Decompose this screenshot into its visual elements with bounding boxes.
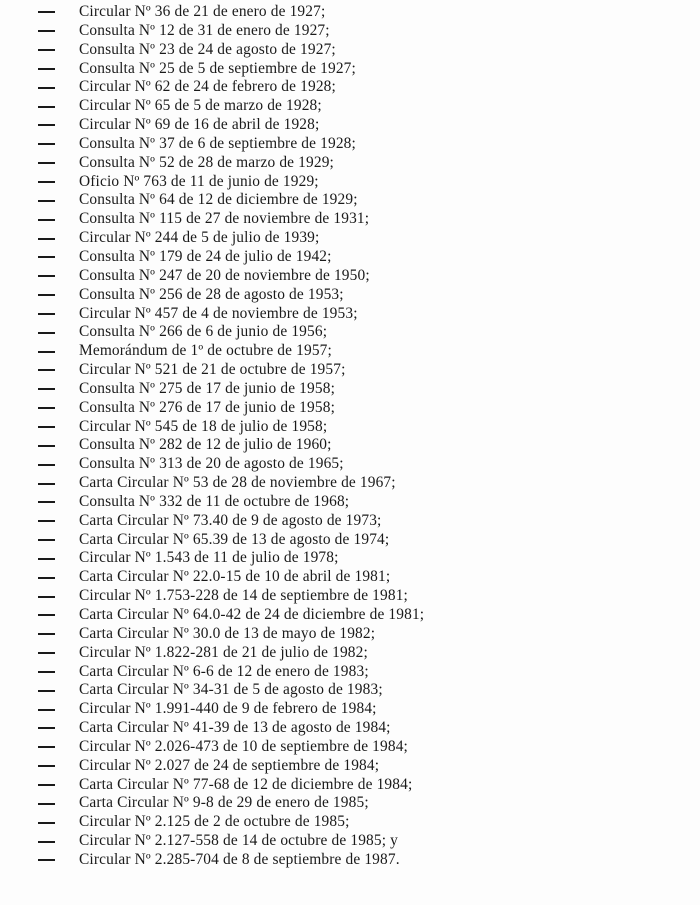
list-item-text: Consulta Nº 256 de 28 de agosto de 1953; bbox=[79, 285, 344, 303]
list-item bbox=[38, 568, 424, 587]
dash-bullet bbox=[38, 68, 55, 70]
dash-bullet bbox=[38, 859, 55, 861]
dash-bullet bbox=[38, 652, 55, 654]
dash-bullet bbox=[38, 124, 55, 126]
list-item bbox=[38, 474, 424, 493]
list-item-text: Oficio Nº 763 de 11 de junio de 1929; bbox=[79, 172, 319, 190]
list-item bbox=[38, 191, 424, 210]
list-item bbox=[38, 154, 424, 173]
list-item bbox=[38, 41, 424, 60]
dash-bullet bbox=[38, 30, 55, 32]
dash-bullet bbox=[38, 162, 55, 164]
list-item bbox=[38, 700, 424, 719]
list-item-text: Carta Circular Nº 64.0-42 de 24 de diciembre de 1981; bbox=[79, 606, 425, 623]
list-item bbox=[38, 455, 424, 474]
list-item-text: Consulta Nº 25 de 5 de septiembre de 1927; bbox=[79, 59, 356, 77]
list-item-text: Carta Circular Nº 65.39 de 13 de agosto de 1974; bbox=[79, 530, 390, 548]
list-item bbox=[38, 832, 424, 851]
list-item-text: Carta Circular Nº 9-8 de 29 de enero de 1985; bbox=[79, 794, 369, 812]
list-item-text: Circular Nº 2.285-704 de 8 de septiembre de 1987. bbox=[79, 850, 400, 868]
list-item bbox=[38, 418, 424, 437]
list-item-text: Consulta Nº 282 de 12 de julio de 1960; bbox=[79, 436, 332, 454]
dash-bullet bbox=[38, 577, 55, 579]
dash-bullet bbox=[38, 11, 55, 13]
dash-bullet bbox=[38, 520, 55, 522]
list-item-text: Circular Nº 545 de 18 de julio de 1958; bbox=[79, 417, 328, 435]
dash-bullet bbox=[38, 784, 55, 786]
list-item bbox=[38, 738, 424, 757]
dash-bullet bbox=[38, 407, 55, 409]
dash-bullet bbox=[38, 822, 55, 824]
list-item-text: Circular Nº 521 de 21 de octubre de 1957; bbox=[79, 361, 346, 379]
dash-bullet bbox=[38, 539, 55, 541]
list-item bbox=[38, 78, 424, 97]
list-item bbox=[38, 135, 424, 154]
dash-bullet bbox=[38, 388, 55, 390]
list-item bbox=[38, 210, 424, 229]
list-item-text: Circular Nº 2.125 de 2 de octubre de 1985; bbox=[79, 813, 350, 831]
list-item bbox=[38, 549, 424, 568]
list-item-text: Circular Nº 457 de 4 de noviembre de 1953; bbox=[79, 304, 358, 322]
list-item bbox=[38, 757, 424, 776]
list-item bbox=[38, 22, 424, 41]
list-item bbox=[38, 116, 424, 135]
list-item bbox=[38, 493, 424, 512]
dash-bullet bbox=[38, 501, 55, 503]
dash-bullet bbox=[38, 671, 55, 673]
list-item-text: Circular Nº 2.026-473 de 10 de septiembre de 1984; bbox=[79, 737, 408, 755]
dash-bullet bbox=[38, 200, 55, 202]
list-item-text: Consulta Nº 179 de 24 de julio de 1942; bbox=[79, 247, 332, 265]
list-item-text: Consulta Nº 266 de 6 de junio de 1956; bbox=[79, 323, 328, 341]
dash-bullet bbox=[38, 727, 55, 729]
list-item bbox=[38, 531, 424, 550]
list-item-text: Circular Nº 2.027 de 24 de septiembre de 1984; bbox=[79, 756, 380, 774]
list-item bbox=[38, 229, 424, 248]
list-item-text: Circular Nº 2.127-558 de 14 de octubre de 1985; y bbox=[79, 832, 399, 850]
list-item bbox=[38, 644, 424, 663]
dash-bullet bbox=[38, 690, 55, 692]
dash-bullet bbox=[38, 49, 55, 51]
list-item bbox=[38, 173, 424, 192]
list-item bbox=[38, 3, 424, 22]
list-item-text: Circular Nº 244 de 5 de julio de 1939; bbox=[79, 229, 320, 247]
list-item bbox=[38, 719, 424, 738]
dash-bullet bbox=[38, 106, 55, 108]
dash-bullet bbox=[38, 238, 55, 240]
list-item-text: Carta Circular Nº 53 de 28 de noviembre de 1967; bbox=[79, 474, 396, 492]
dash-bullet bbox=[38, 464, 55, 466]
dash-bullet bbox=[38, 275, 55, 277]
list-item bbox=[38, 305, 424, 324]
list-item-text: Circular Nº 1.543 de 11 de julio de 1978; bbox=[79, 549, 339, 567]
dash-bullet bbox=[38, 332, 55, 334]
list-item-text: Carta Circular Nº 73.40 de 9 de agosto de 1973; bbox=[79, 511, 382, 529]
list-item bbox=[38, 60, 424, 79]
list-item-text: Carta Circular Nº 77-68 de 12 de diciembre de 1984; bbox=[79, 775, 413, 793]
list-item-text: Consulta Nº 37 de 6 de septiembre de 1928; bbox=[79, 134, 356, 152]
list-item bbox=[38, 587, 424, 606]
list-item bbox=[38, 342, 424, 361]
list-item bbox=[38, 248, 424, 267]
dash-bullet bbox=[38, 445, 55, 447]
dash-bullet bbox=[38, 426, 55, 428]
list-item bbox=[38, 97, 424, 116]
list-item bbox=[38, 681, 424, 700]
list-item-text: Circular Nº 36 de 21 de enero de 1927; bbox=[79, 3, 326, 20]
dash-bullet bbox=[38, 313, 55, 315]
list-item bbox=[38, 361, 424, 380]
list-item bbox=[38, 606, 424, 625]
list-item-text: Consulta Nº 313 de 20 de agosto de 1965; bbox=[79, 455, 344, 473]
list-item-text: Carta Circular Nº 6-6 de 12 de enero de 1983; bbox=[79, 662, 369, 680]
list-item-text: Consulta Nº 247 de 20 de noviembre de 1950; bbox=[79, 266, 370, 284]
list-item-text: Carta Circular Nº 34-31 de 5 de agosto de 1983; bbox=[79, 681, 383, 699]
list-item bbox=[38, 625, 424, 644]
list-item-text: Circular Nº 1.753-228 de 14 de septiembre de 1981; bbox=[79, 587, 408, 605]
dash-bullet bbox=[38, 633, 55, 635]
dash-bullet bbox=[38, 841, 55, 843]
dash-bullet bbox=[38, 181, 55, 183]
list-item bbox=[38, 286, 424, 305]
list-item-text: Consulta Nº 23 de 24 de agosto de 1927; bbox=[79, 40, 336, 58]
dash-bullet bbox=[38, 369, 55, 371]
list-item-text: Consulta Nº 115 de 27 de noviembre de 1931; bbox=[79, 210, 370, 228]
list-item bbox=[38, 776, 424, 795]
list-item bbox=[38, 512, 424, 531]
citation-list bbox=[38, 3, 424, 870]
dash-bullet bbox=[38, 483, 55, 485]
dash-bullet bbox=[38, 709, 55, 711]
list-item bbox=[38, 267, 424, 286]
list-item-text: Circular Nº 1.822-281 de 21 de julio de 1982; bbox=[79, 643, 368, 661]
list-item bbox=[38, 323, 424, 342]
list-item-text: Consulta Nº 332 de 11 de octubre de 1968; bbox=[79, 492, 350, 510]
dash-bullet bbox=[38, 803, 55, 805]
list-item-text: Consulta Nº 12 de 31 de enero de 1927; bbox=[79, 21, 330, 39]
dash-bullet bbox=[38, 558, 55, 560]
list-item-text: Memorándum de 1º de octubre de 1957; bbox=[79, 342, 332, 360]
list-item-text: Circular Nº 1.991-440 de 9 de febrero de 1984; bbox=[79, 700, 377, 718]
dash-bullet bbox=[38, 746, 55, 748]
list-item bbox=[38, 851, 424, 870]
list-item bbox=[38, 399, 424, 418]
list-item bbox=[38, 794, 424, 813]
list-item-text: Consulta Nº 52 de 28 de marzo de 1929; bbox=[79, 153, 334, 171]
list-item-text: Carta Circular Nº 41-39 de 13 de agosto de 1984; bbox=[79, 719, 391, 737]
list-item bbox=[38, 813, 424, 832]
dash-bullet bbox=[38, 614, 55, 616]
list-item-text: Consulta Nº 275 de 17 de junio de 1958; bbox=[79, 379, 335, 397]
list-item-text: Consulta Nº 64 de 12 de diciembre de 1929; bbox=[79, 191, 358, 209]
list-item-text: Carta Circular Nº 30.0 de 13 de mayo de 1982; bbox=[79, 624, 376, 642]
dash-bullet bbox=[38, 596, 55, 598]
list-item-text: Circular Nº 69 de 16 de abril de 1928; bbox=[79, 116, 320, 134]
list-item-text: Carta Circular Nº 22.0-15 de 10 de abril de 1981; bbox=[79, 568, 391, 586]
dash-bullet bbox=[38, 219, 55, 221]
list-item-text: Consulta Nº 276 de 17 de junio de 1958; bbox=[79, 398, 335, 416]
dash-bullet bbox=[38, 256, 55, 258]
list-item-text: Circular Nº 65 de 5 de marzo de 1928; bbox=[79, 97, 322, 115]
dash-bullet bbox=[38, 294, 55, 296]
list-item-text: Circular Nº 62 de 24 de febrero de 1928; bbox=[79, 78, 336, 96]
list-item bbox=[38, 380, 424, 399]
dash-bullet bbox=[38, 143, 55, 145]
dash-bullet bbox=[38, 87, 55, 89]
list-item bbox=[38, 663, 424, 682]
dash-bullet bbox=[38, 351, 55, 353]
list-item bbox=[38, 436, 424, 455]
dash-bullet bbox=[38, 765, 55, 767]
